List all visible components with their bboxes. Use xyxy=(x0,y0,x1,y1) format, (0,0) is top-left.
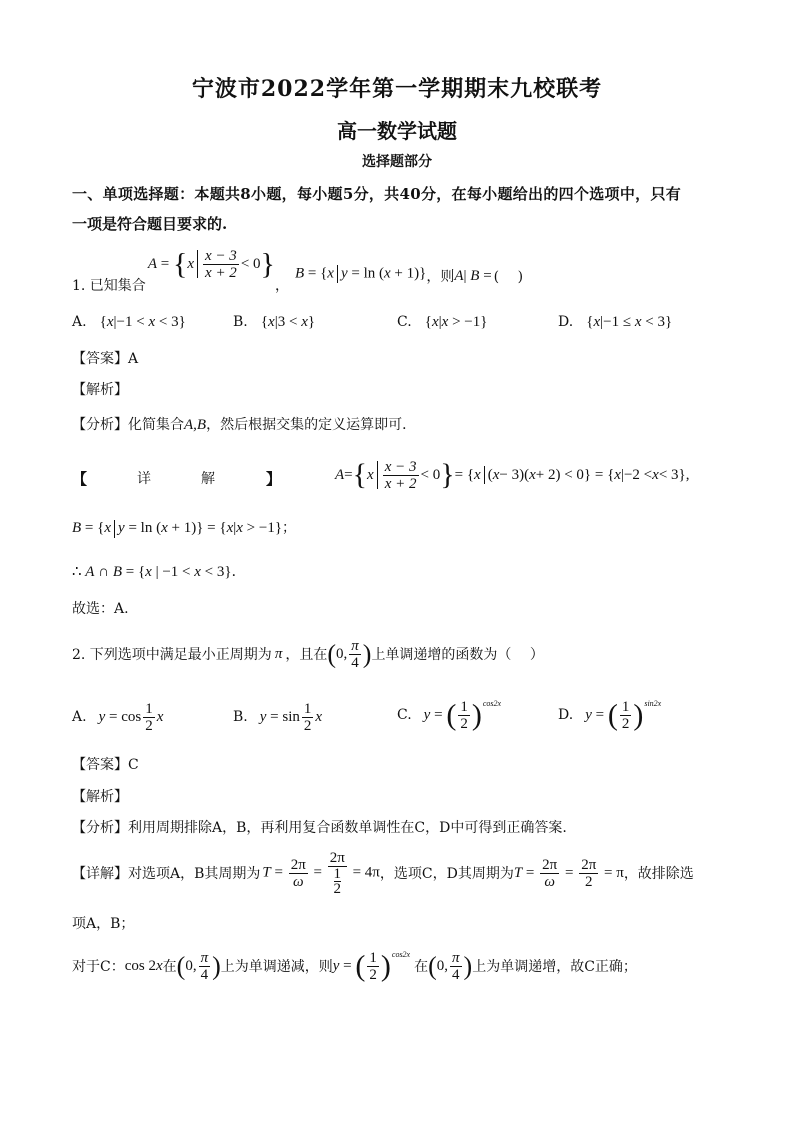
q1-blank: ( ) xyxy=(493,269,524,285)
q1-detail-set-a: A = { x $\frac{x - 3}{x + 2}$ < 0 } = { x ( x − 3)( x + 2) < 0} = { x |−2 < x < 3}, xyxy=(335,458,690,492)
q1-stem: 1. 已知集合 A = {x $\frac{x - 3}{x + 2}$ < 0} ， B = {x y = ln (x + 1)} ，则 A| B = ( ) xyxy=(72,247,524,294)
q1-detail-set-b: B = {x y = ln (x + 1)} = {x|x > −1}； xyxy=(72,520,297,536)
q1-choose: 故选：A. xyxy=(72,601,129,617)
q2-analysis-tag: 【解析】 xyxy=(72,789,128,805)
q1-stem-prefix: 1. 已知集合 xyxy=(72,278,146,294)
q1-stem-suffix: ，则 xyxy=(426,269,455,285)
q2-c-analysis: 对于C： cos 2x 在 (0, $\frac{\pi}{4}$ ) 上为单调递减，则 y = ( $\frac{1}{2}$ )$^{cos2x}$ 在 (0, $\frac{\pi}{4}$ ) 上为单调递增，故C正确； xyxy=(72,949,637,983)
q1-set-a: A = {x $\frac{x - 3}{x + 2}$ < 0} xyxy=(147,247,275,281)
q1-detail-bracket-close: 】 xyxy=(266,470,282,488)
q1-therefore: ∴ A ∩ B = {x | −1 < x < 3}． xyxy=(72,564,246,580)
q2-fenxi: 【分析】利用周期排除A，B，再利用复合函数单调性在C，D中可得到正确答案. xyxy=(72,820,567,836)
q1-option-d: D. {x|−1 ≤ x < 3} xyxy=(558,314,673,330)
q2-option-c: C. y = ( $\frac{1}{2}$ )$^{cos2x}$ xyxy=(397,698,502,732)
q2-option-a: A. y = cos $\frac{1}{2}$ x xyxy=(72,700,164,734)
q1-detail-char2: 解 xyxy=(201,471,215,487)
q1-option-c: C. {x|x > −1} xyxy=(397,314,488,330)
q1-answer: 【答案】A xyxy=(72,351,139,367)
q2-detail: 【详解】对选项A，B其周期为 T = $\frac{2\pi}{\omega}$ = 2π 1 2 = 4π ，选项C，D其周期为 T = $\frac{2\pi}{\omega}$ = $\frac{2\pi}{2}$ = π ，故排除选 xyxy=(72,850,694,897)
q1-intersection: A| B = xyxy=(454,267,492,284)
q1-fenxi: 【分析】化简集合A,B，然后根据交集的定义运算即可． xyxy=(72,417,417,433)
q2-detail-line2: 项A，B； xyxy=(72,916,135,932)
q2-stem: 2. 下列选项中满足最小正周期为 π ，且在 (0, $\frac{\pi}{4}$ ) 上单调递增的函数为（ ） xyxy=(72,637,544,671)
part1-line2: 一项是符合题目要求的. xyxy=(72,215,228,233)
section-heading: 选择题部分 xyxy=(362,154,432,170)
q2-option-d: D. y = ( $\frac{1}{2}$ )$^{sin2x}$ xyxy=(558,698,662,732)
q1-detail-bracket-open: 【 xyxy=(72,470,88,488)
q1-set-b: B = {x y = ln (x + 1)} xyxy=(294,265,427,282)
q1-detail-char1: 详 xyxy=(137,471,151,487)
q2-option-b: B. y = sin $\frac{1}{2}$ x xyxy=(233,700,323,734)
page-subtitle: 高一数学试题 xyxy=(337,119,457,143)
q1-option-b: B. {x|3 < x} xyxy=(233,314,316,330)
part1-line1: 一、单项选择题：本题共8小题，每小题5分，共40分，在每小题给出的四个选项中，只有 xyxy=(72,185,682,203)
q1-analysis-tag: 【解析】 xyxy=(72,382,128,398)
page-title: 宁波市2022学年第一学期期末九校联考 xyxy=(191,76,603,102)
q1-option-a: A. {x|−1 < x < 3} xyxy=(72,314,186,330)
q2-answer: 【答案】C xyxy=(72,757,139,773)
